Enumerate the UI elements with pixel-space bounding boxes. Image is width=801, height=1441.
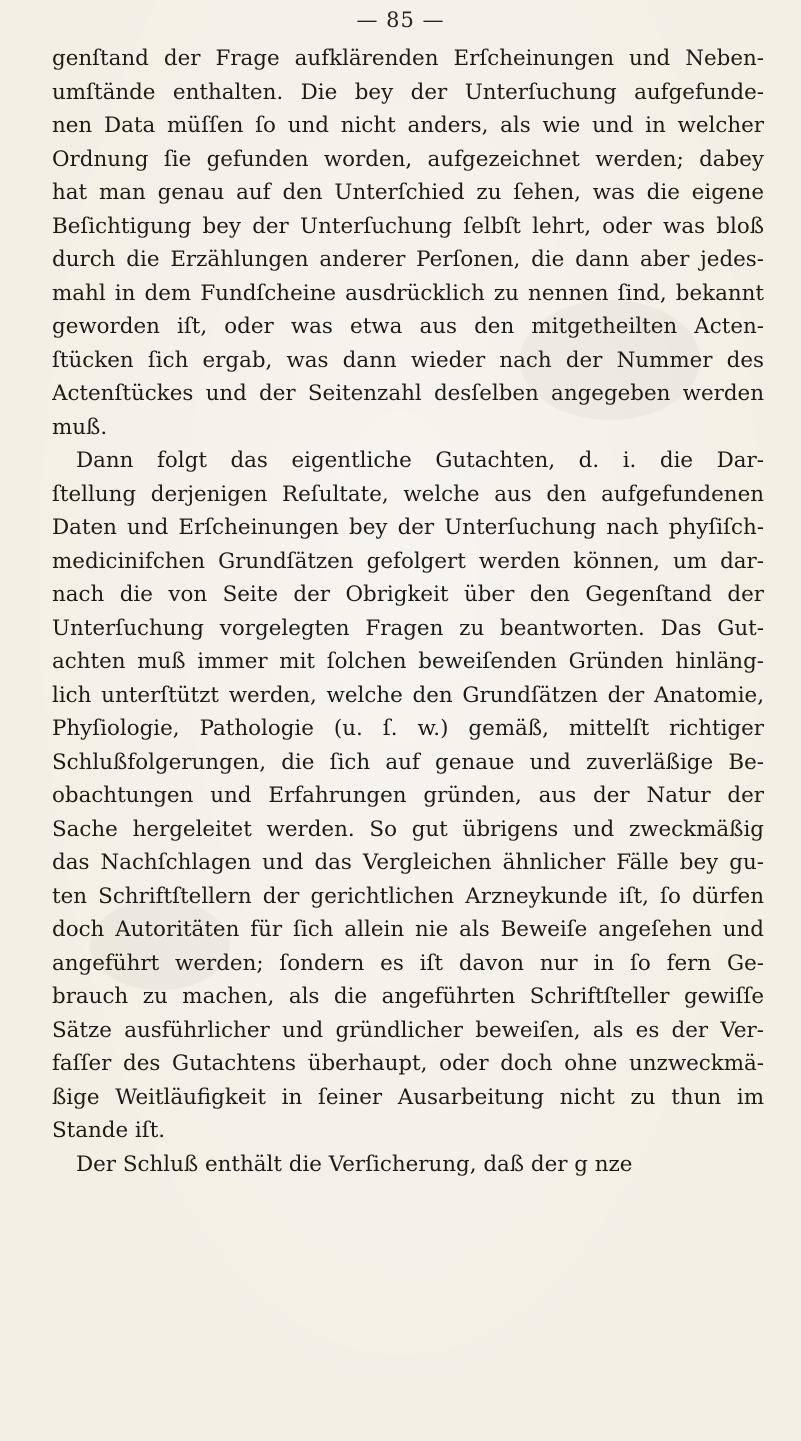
text-line: ſtücken ſich ergab, was dann wieder nach der Nummer des (52, 347, 764, 373)
text-line: mahl in dem Fundſcheine ausdrücklich zu nennen ſind, bekannt (52, 280, 764, 306)
body-text (52, 42, 764, 1181)
text-line: Dann folgt das eigentliche Gutachten, d. i. die Dar- (76, 448, 764, 473)
text-line: muß. (52, 414, 108, 440)
text-line: durch die Erzählungen anderer Perſonen, die dann aber jedes- (52, 247, 764, 272)
text-line: Unterſuchung vorgelegten Fragen zu beantworten. Das Gut- (52, 615, 764, 641)
text-line: das Nachſchlagen und das Vergleichen ähnlicher Fälle bey gu- (52, 850, 764, 875)
text-line: lich unterſtützt werden, welche den Grundſätzen der Anatomie, (52, 682, 764, 708)
text-line: Sache hergeleitet werden. So gut übrigens und zweckmäßig (52, 816, 764, 842)
text-line: achten muß immer mit ſolchen beweiſenden Gründen hinläng- (52, 649, 764, 674)
text-line: ten Schriftſtellern der gerichtlichen Arzneykunde iſt, ſo dürfen (52, 883, 764, 909)
text-line: Beſichtigung bey der Unterſuchung ſelbſt lehrt, oder was bloß (52, 213, 764, 239)
text-line: doch Autoritäten für ſich allein nie als Beweiſe angeſehen und (52, 917, 764, 942)
text-line: Actenſtückes und der Seitenzahl desſelben angegeben werden (52, 381, 764, 406)
text-line: nen Data müſſen ſo und nicht anders, als wie und in welcher (52, 113, 764, 138)
text-line: obachtungen und Erfahrungen gründen, aus der Natur der (52, 783, 764, 808)
text-line: umſtände enthalten. Die bey der Unterſuchung aufgefunde- (52, 79, 764, 105)
page-number: — 85 — (356, 8, 445, 32)
text-line: ſtellung derjenigen Reſultate, welche aus den aufgefundenen (52, 481, 764, 507)
text-line: ßige Weitläufigkeit in ſeiner Ausarbeitung nicht zu thun im (52, 1084, 764, 1110)
text-line: faſſer des Gutachtens überhaupt, oder doch ohne unzweckmä- (52, 1051, 764, 1076)
text-line: Daten und Erſcheinungen bey der Unterſuchung nach phyſiſch- (52, 515, 764, 540)
text-line: angeführt werden; ſondern es iſt davon nur in ſo fern Ge- (52, 950, 764, 976)
text-line: Der Schluß enthält die Verſicherung, daß der g nze (76, 1151, 633, 1177)
text-line: geworden iſt, oder was etwa aus den mitgetheilten Acten- (52, 314, 764, 339)
text-line: nach die von Seite der Obrigkeit über den Gegenſtand der (52, 582, 764, 607)
text-line: Stande iſt. (52, 1118, 166, 1143)
text-line: hat man genau auf den Unterſchied zu ſehen, was die eigene (52, 180, 764, 205)
text-line: Sätze ausführlicher und gründlicher beweiſen, als es der Ver- (52, 1017, 764, 1043)
text-line: medicinifchen Grundſätzen gefolgert werden können, um dar- (52, 548, 764, 574)
text-line: genſtand der Frage aufklärenden Erſcheinungen und Neben- (52, 46, 764, 71)
text-line: Schlußfolgerungen, die ſich auf genaue und zuverläßige Be- (52, 749, 764, 775)
text-line: Ordnung ſie gefunden worden, aufgezeichnet werden; dabey (52, 146, 764, 172)
text-line: Phyſiologie, Pathologie (u. ſ. w.) gemäß, mittelſt richtiger (52, 716, 764, 741)
text-line: brauch zu machen, als die angeführten Schriftſteller gewiſſe (52, 984, 764, 1009)
